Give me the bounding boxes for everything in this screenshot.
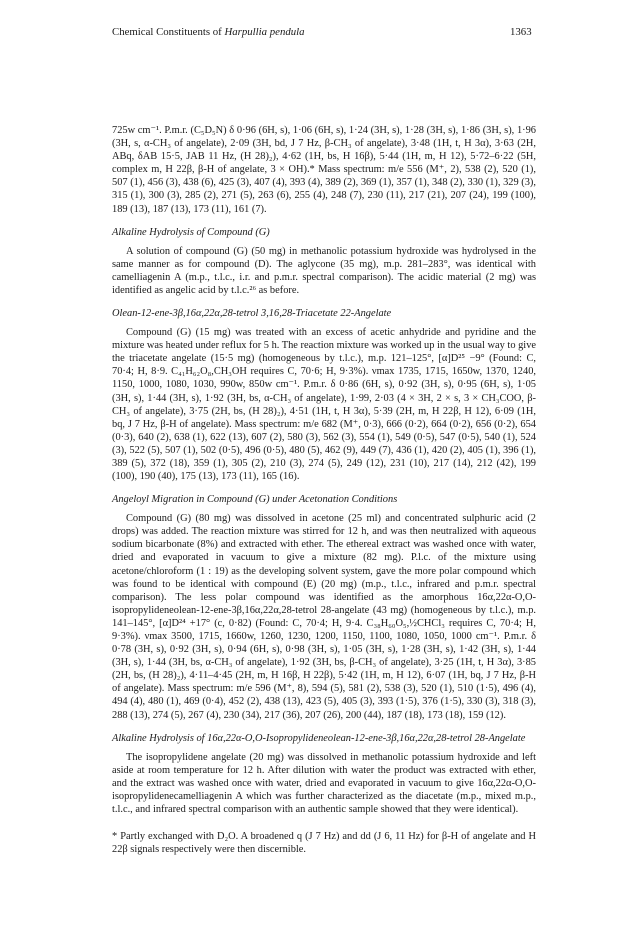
section-heading-angeloyl-migration: Angeloyl Migration in Compound (G) under Acetonation Conditions [112, 494, 398, 506]
paragraph-angeloyl-migration: Compound (G) (80 mg) was dissolved in acetone (25 ml) and concentrated sulphuric acid (2 drops) was added. The reaction mixture was stirred for 12 h, and was then neutralized with aqueous sodium bicarbonate (8%) and extracted with ether. The ethereal extract was washed once with water, dried and evaporated in vacuum to give a mixture (82 mg). P.l.c. of the mixture using acetone/chloroform (1 : 19) as the developing solvent system, gave the more polar compound which was found to be identical with compound (E) (20 mg) (m.p., t.l.c., infrared and p.m.r. spectral comparison). The less polar compound was identified as the amorphous 16α,22α-O,O-isopropylideneolean-12-ene-3β,16α,22α,28-tetrol 28-angelate (43 mg) (homogeneous by t.l.c.), m.p. 141–145°, [α]D²⁴ +17° (c, 0·82) (Found: C, 70·4; H, 9·4. C₃₈H₆₀O₅,½CHCl₃ requires C, 70·4; H, 9·3%). νmax 3500, 1715, 1660w, 1260, 1230, 1200, 1150, 1100, 1080, 1050, 1000 cm⁻¹. P.m.r. δ 0·78 (3H, s), 0·92 (3H, s), 0·94 (6H, s), 0·98 (3H, s), 1·05 (3H, s), 1·28 (3H, s), 1·42 (3H, s), 1·44 (3H, s), 1·44 (3H, bs, α-CH₃ of angelate), 1·92 (3H, bs, β-CH₃ of angelate), 3·25 (1H, t, H 3α), 3·85 (2H, bs, (H 28)₂), 4·11–4·45 (2H, m, H 16β, H 22β), 5·42 (1H, m, H 12), 6·07 (1H, bq, J 7 Hz, β-H of angelate). Mass spectrum: m/e 596 (M⁺, 8), 594 (5), 581 (2), 538 (3), 520 (1), 510 (1·5), 496 (4), 494 (4), 480 (1), 469 (0·4), 452 (2), 438 (13), 423 (5), 405 (3), 393 (1·5), 376 (1·5), 330 (3), 318 (3), 288 (13), 274 (5), 267 (4), 230 (34), 217 (36), 207 (26), 200 (44), 187 (18), 173 (18), 159 (12). [112, 513, 536, 721]
paragraph-alkaline-hydrolysis-isopropylidene: The isopropylidene angelate (20 mg) was dissolved in methanolic potassium hydroxide and left aside at room temperature for 12 h. After dilution with water the product was extracted with ether, and the extract was washed once with water, dried and evaporated in vacuum to give 16α,22α-O,O-isopropylidenecamelliagenin A which was further characterized as the diacetate (m.p., mixed m.p., t.l.c., and infrared spectral comparison with an authentic sample showed that they were identical). [112, 751, 536, 816]
paragraph-alkaline-hydrolysis-g: A solution of compound (G) (50 mg) in methanolic potassium hydroxide was hydrolysed in the same manner as for compound (D). The aglycone (35 mg), m.p. 281–283°, was identical with camelliagenin A (m.p., t.l.c., i.r. and p.m.r. spectral comparison). The acidic material (2 mg) was identified as angelic acid by t.l.c.²⁶ as before. [112, 245, 536, 296]
section-heading-alkaline-hydrolysis-isopropylidene: Alkaline Hydrolysis of 16α,22α-O,O-Isopropylideneolean-12-ene-3β,16α,22α,28-tetrol 28-Angelate [112, 732, 526, 744]
running-header-species: Harpullia pendula [224, 26, 305, 38]
section-heading-triacetate-angelate: Olean-12-ene-3β,16α,22α,28-tetrol 3,16,28-Triacetate 22-Angelate [112, 308, 392, 320]
page-number: 1363 [510, 26, 532, 38]
paragraph-intro: 725w cm⁻¹. P.m.r. (C₅D₅N) δ 0·96 (6H, s), 1·06 (6H, s), 1·24 (3H, s), 1·28 (3H, s), 1·86 (3H, s), 1·96 (3H, s, α-CH₃ of angelate), 2·09 (3H, bd, J 7 Hz, β-CH₃ of angelate), 3·48 (1H, t, H 3α), 3·63 (2H, ABq, δAB 15·5, JAB 11 Hz, (H 28)₂), 4·62 (1H, bs, H 16β), 5·44 (1H, m, H 12), 5·72–6·22 (5H, complex m, H 22β, β-H of angelate, 3 × OH).* Mass spectrum: m/e 556 (M⁺, 2), 538 (2), 520 (1), 507 (1), 456 (3), 438 (6), 425 (3), 407 (4), 393 (4), 389 (2), 369 (1), 357 (1), 348 (2), 330 (1), 329 (3), 315 (1), 300 (3), 285 (2), 271 (5), 263 (6), 255 (4), 248 (7), 230 (11), 217 (21), 207 (24), 199 (100), 189 (13), 187 (13), 173 (11), 161 (7). [112, 125, 536, 215]
footnote: * Partly exchanged with D₂O. A broadened q (J 7 Hz) and dd (J 6, 11 Hz) for β-H of angelate and H 22β signals respectively were then discernible. [112, 831, 537, 856]
article-body [112, 124, 536, 856]
running-header-text: Chemical Constituents of [112, 26, 225, 38]
paragraph-triacetate-angelate: Compound (G) (15 mg) was treated with an excess of acetic anhydride and pyridine and the mixture was heated under reflux for 5 h. The reaction mixture was worked up in the usual way to give the triacetate angelate (15·5 mg) (homogeneous by t.l.c.), m.p. 121–125°, [α]D²⁵ −9° (Found: C, 70·4; H, 8·9. C₄₁H₆₂O₈,CH₃OH requires C, 70·6; H, 9·3%). νmax 1735, 1715, 1650w, 1370, 1240, 1150, 1000, 1080, 1030, 990w, 850w cm⁻¹. P.m.r. δ 0·86 (6H, s), 0·92 (3H, s), 0·95 (6H, s), 1·05 (3H, s), 1·44 (3H, s), 1·92 (3H, bs, α-CH₃ of angelate), 1·99, 2·03 (4 × 3H, 2 × s, 3 × CH₃COO, β-CH₃ of angelate), 3·75 (2H, bs, (H 28)₂), 4·51 (1H, t, H 3α), 5·39 (2H, m, H 22β, H 12), 6·09 (1H, bq, J 7 Hz, β-H of angelate). Mass spectrum: m/e 682 (M⁺, 0·3), 666 (0·2), 664 (0·2), 656 (0·2), 654 (0·3), 640 (2), 638 (1), 622 (13), 607 (2), 580 (3), 562 (3), 554 (1), 549 (0·5), 547 (0·5), 540 (1), 524 (3), 522 (5), 507 (1), 502 (0·5), 496 (0·5), 480 (5), 462 (9), 449 (7), 436 (1), 420 (2), 405 (1), 396 (1), 389 (5), 372 (18), 359 (1), 305 (2), 210 (3), 274 (5), 249 (12), 231 (10), 217 (14), 212 (42), 199 (100), 190 (40), 175 (13), 173 (11), 165 (16). [112, 327, 536, 483]
running-header [112, 26, 305, 39]
section-heading-alkaline-hydrolysis-g: Alkaline Hydrolysis of Compound (G) [112, 226, 270, 238]
